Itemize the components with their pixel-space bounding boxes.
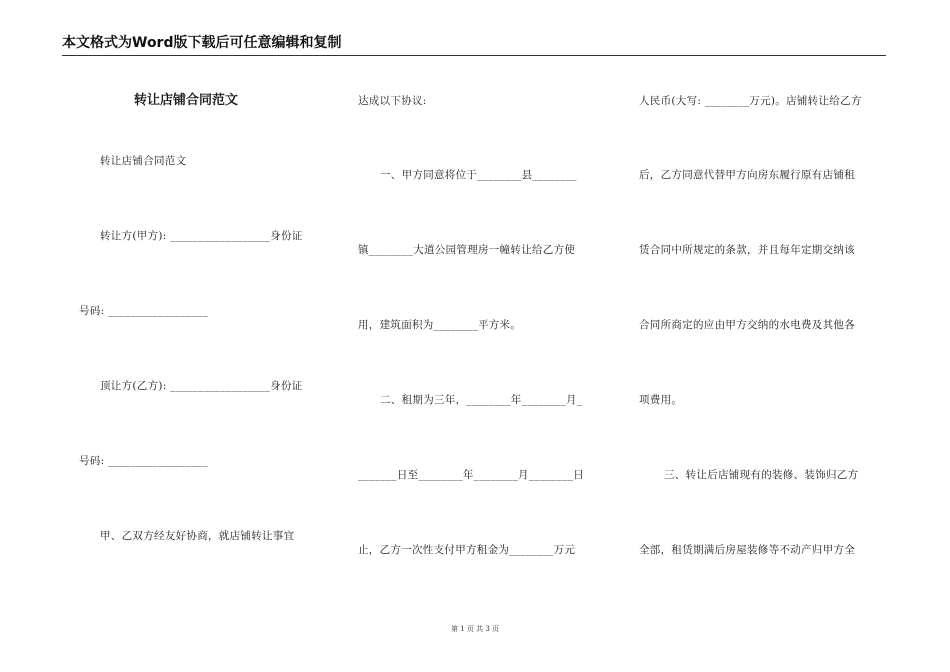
document-banner: 本文格式为Word版下载后可任意编辑和复制: [62, 34, 886, 56]
paragraph-line: 后，乙方同意代替甲方向房东履行原有店铺租: [639, 169, 855, 181]
paragraph-line: 合同所商定的应由甲方交纳的水电费及其他各: [639, 319, 855, 331]
paragraph-line: 用，建筑面积为________平方米。: [358, 319, 522, 331]
paragraph-line: 号码: __________________: [79, 305, 208, 317]
paragraph-line: 三、转让后店铺现有的装修、装饰归乙方: [664, 469, 859, 481]
paragraph-line: 止，乙方一次性支付甲方租金为________万元: [358, 544, 576, 556]
paragraph-line: 转让方(甲方): __________________身份证: [100, 230, 303, 242]
paragraph-line: 二、租期为三年，________年________月_: [380, 394, 583, 406]
paragraph-line: 转让店铺合同范文: [100, 155, 187, 167]
paragraph-line: 项费用。: [639, 394, 683, 406]
paragraph-line: 甲、乙双方经友好协商，就店铺转让事宜: [100, 530, 295, 542]
paragraph-line: 人民币(大写: ________万元)。店铺转让给乙方: [639, 95, 862, 107]
document-title: 转让店铺合同范文: [134, 93, 239, 108]
paragraph-line: 赁合同中所规定的条款，并且每年定期交纳该: [639, 244, 855, 256]
page-number: 第 1 页 共 3 页: [450, 625, 500, 633]
paragraph-line: 一、甲方同意将位于________县________: [380, 169, 577, 181]
paragraph-line: _______日至________年________月________日: [358, 469, 585, 481]
paragraph-line: 顶让方(乙方): __________________身份证: [100, 380, 303, 392]
paragraph-line: 达成以下协议:: [358, 95, 427, 107]
paragraph-line: 镇________大道公园管理房一幢转让给乙方使: [358, 244, 576, 256]
paragraph-line: 全部，租赁期满后房屋装修等不动产归甲方全: [639, 544, 855, 556]
paragraph-line: 号码: __________________: [79, 455, 208, 467]
